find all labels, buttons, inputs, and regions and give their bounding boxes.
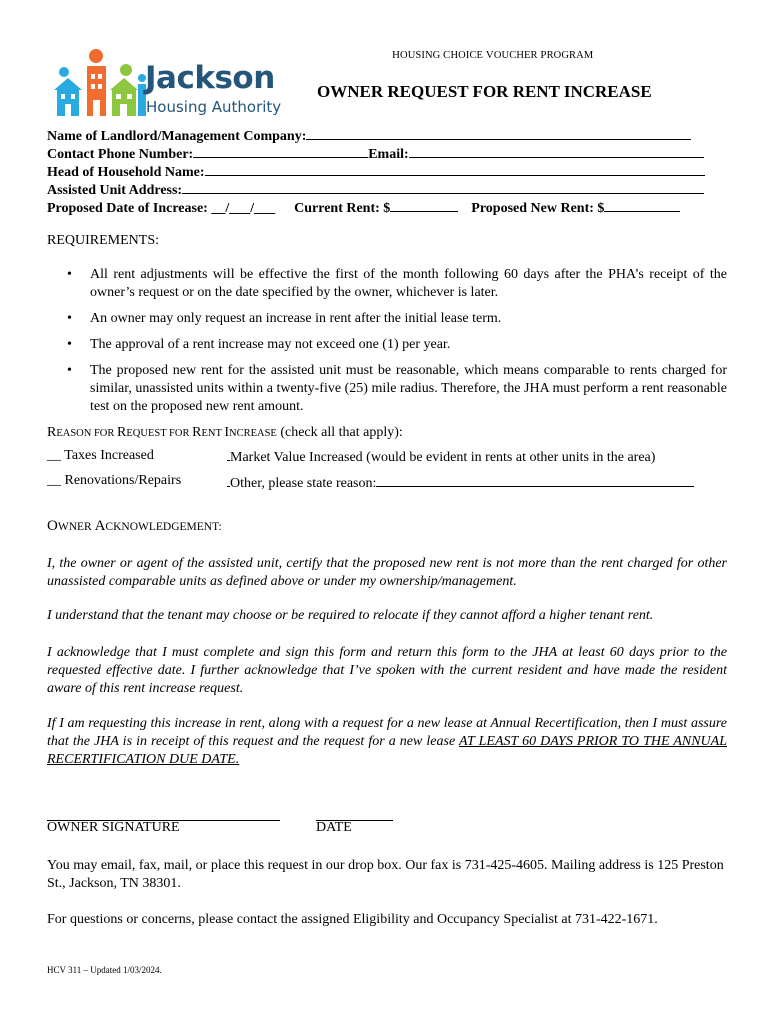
- bullet-icon: •: [67, 337, 72, 352]
- deadline-emphasis: AT LEAST 60 DAYS PRIOR TO THE ANNUAL RECERTIFICATION DUE DATE.: [47, 734, 727, 767]
- landlord-field[interactable]: [47, 126, 691, 145]
- phone-label: Contact Phone Number:: [47, 147, 194, 162]
- other-reason-input-line[interactable]: [376, 473, 694, 487]
- date-blank[interactable]: __/___/___: [211, 201, 276, 216]
- list-item: • All rent adjustments will be effective the first of the month following 60 days after the PHA’s receipt of the owner’s request or on the date specified by the owner, whichever is later.: [67, 267, 727, 300]
- new-rent-input-line[interactable]: [604, 198, 680, 212]
- household-label: Head of Household Name:: [47, 165, 205, 180]
- other-reason-field[interactable]: Other, please state reason:: [227, 473, 694, 492]
- logo-subtitle: Housing Authority: [146, 98, 282, 116]
- address-input-line[interactable]: [182, 180, 704, 194]
- bullet-icon: •: [67, 267, 72, 282]
- address-label: Assisted Unit Address:: [47, 183, 183, 198]
- requirements-list: [47, 266, 727, 424]
- date-rent-field[interactable]: [47, 198, 680, 217]
- ack-relocate-paragraph: I understand that the tenant may choose or be required to relocate if they cannot afford a higher tenant rent.: [47, 608, 654, 623]
- bullet-icon: •: [67, 311, 72, 326]
- taxes-checkbox[interactable]: __ Taxes Increased: [47, 448, 154, 463]
- ack-certify-paragraph: I, the owner or agent of the assisted unit, certify that the proposed new rent is not more than the rent charged for other unassisted comparable units as defined above or under my ownership/management.: [47, 556, 727, 589]
- form-id-footer: HCV 311 – Updated 1/03/2024.: [47, 965, 162, 975]
- submission-instructions: You may email, fax, mail, or place this request in our drop box. Our fax is 731-425-4605. Mailing address is 125 Preston St., Jackson, TN 38301.: [47, 858, 724, 891]
- program-name: HOUSING CHOICE VOUCHER PROGRAM: [392, 49, 594, 61]
- current-rent-label: Current Rent: $: [294, 201, 391, 216]
- current-rent-input-line[interactable]: [390, 198, 458, 212]
- form-title: OWNER REQUEST FOR RENT INCREASE: [317, 82, 652, 101]
- owner-signature-label: OWNER SIGNATURE: [47, 820, 180, 835]
- questions-contact: For questions or concerns, please contact the assigned Eligibility and Occupancy Specialist at 731-422-1671.: [47, 912, 658, 927]
- reason-heading: REASON FOR REQUEST FOR RENT INCREASE (check all that apply):: [47, 425, 403, 440]
- market-value-checkbox[interactable]: Market Value Increased (would be evident in rents at other units in the area): [227, 448, 655, 466]
- household-field[interactable]: [47, 162, 705, 181]
- renovations-checkbox[interactable]: __ Renovations/Repairs: [47, 473, 182, 488]
- household-input-line[interactable]: [205, 162, 705, 176]
- email-label: Email:: [368, 147, 409, 162]
- new-rent-label: Proposed New Rent: $: [471, 201, 605, 216]
- date-label: Proposed Date of Increase:: [47, 201, 208, 216]
- landlord-label: Name of Landlord/Management Company:: [47, 129, 307, 144]
- ack-submit-paragraph: I acknowledge that I must complete and sign this form and return this form to the JHA at least 60 days prior to the requested effective date. I further acknowledge that I’ve spoken with the current resident and have made the resident aware of this rent increase request.: [47, 645, 727, 696]
- date-signature-label: DATE: [316, 820, 352, 835]
- logo-wordmark: Jackson: [145, 60, 275, 96]
- email-input-line[interactable]: [409, 144, 704, 158]
- bullet-icon: •: [67, 363, 72, 378]
- landlord-input-line[interactable]: [306, 126, 691, 140]
- ack-recert-paragraph: If I am requesting this increase in rent, along with a request for a new lease at Annual Recertification, then I must assure that the JHA is in receipt of this request and the request for a new lease AT LEAST 60 DAYS PRIOR TO THE ANNUAL RECERTIFICATION DUE DATE.: [47, 716, 727, 767]
- requirements-heading: REQUIREMENTS:: [47, 233, 159, 248]
- phone-email-field[interactable]: [47, 144, 704, 163]
- address-field[interactable]: [47, 180, 704, 199]
- phone-input-line[interactable]: [193, 144, 368, 158]
- list-item: • The approval of a rent increase may not exceed one (1) per year.: [67, 337, 451, 352]
- acknowledgement-heading: OWNER ACKNOWLEDGEMENT:: [47, 518, 222, 534]
- list-item: • The proposed new rent for the assisted unit must be reasonable, which means comparable to rents charged for similar, unassisted units within a twenty-five (25) mile radius. Therefore, the JHA must perform a rent reasonable test on the proposed new rent amount.: [67, 363, 727, 414]
- houses-people-icon: [52, 48, 147, 120]
- list-item: • An owner may only request an increase in rent after the initial lease term.: [67, 311, 502, 326]
